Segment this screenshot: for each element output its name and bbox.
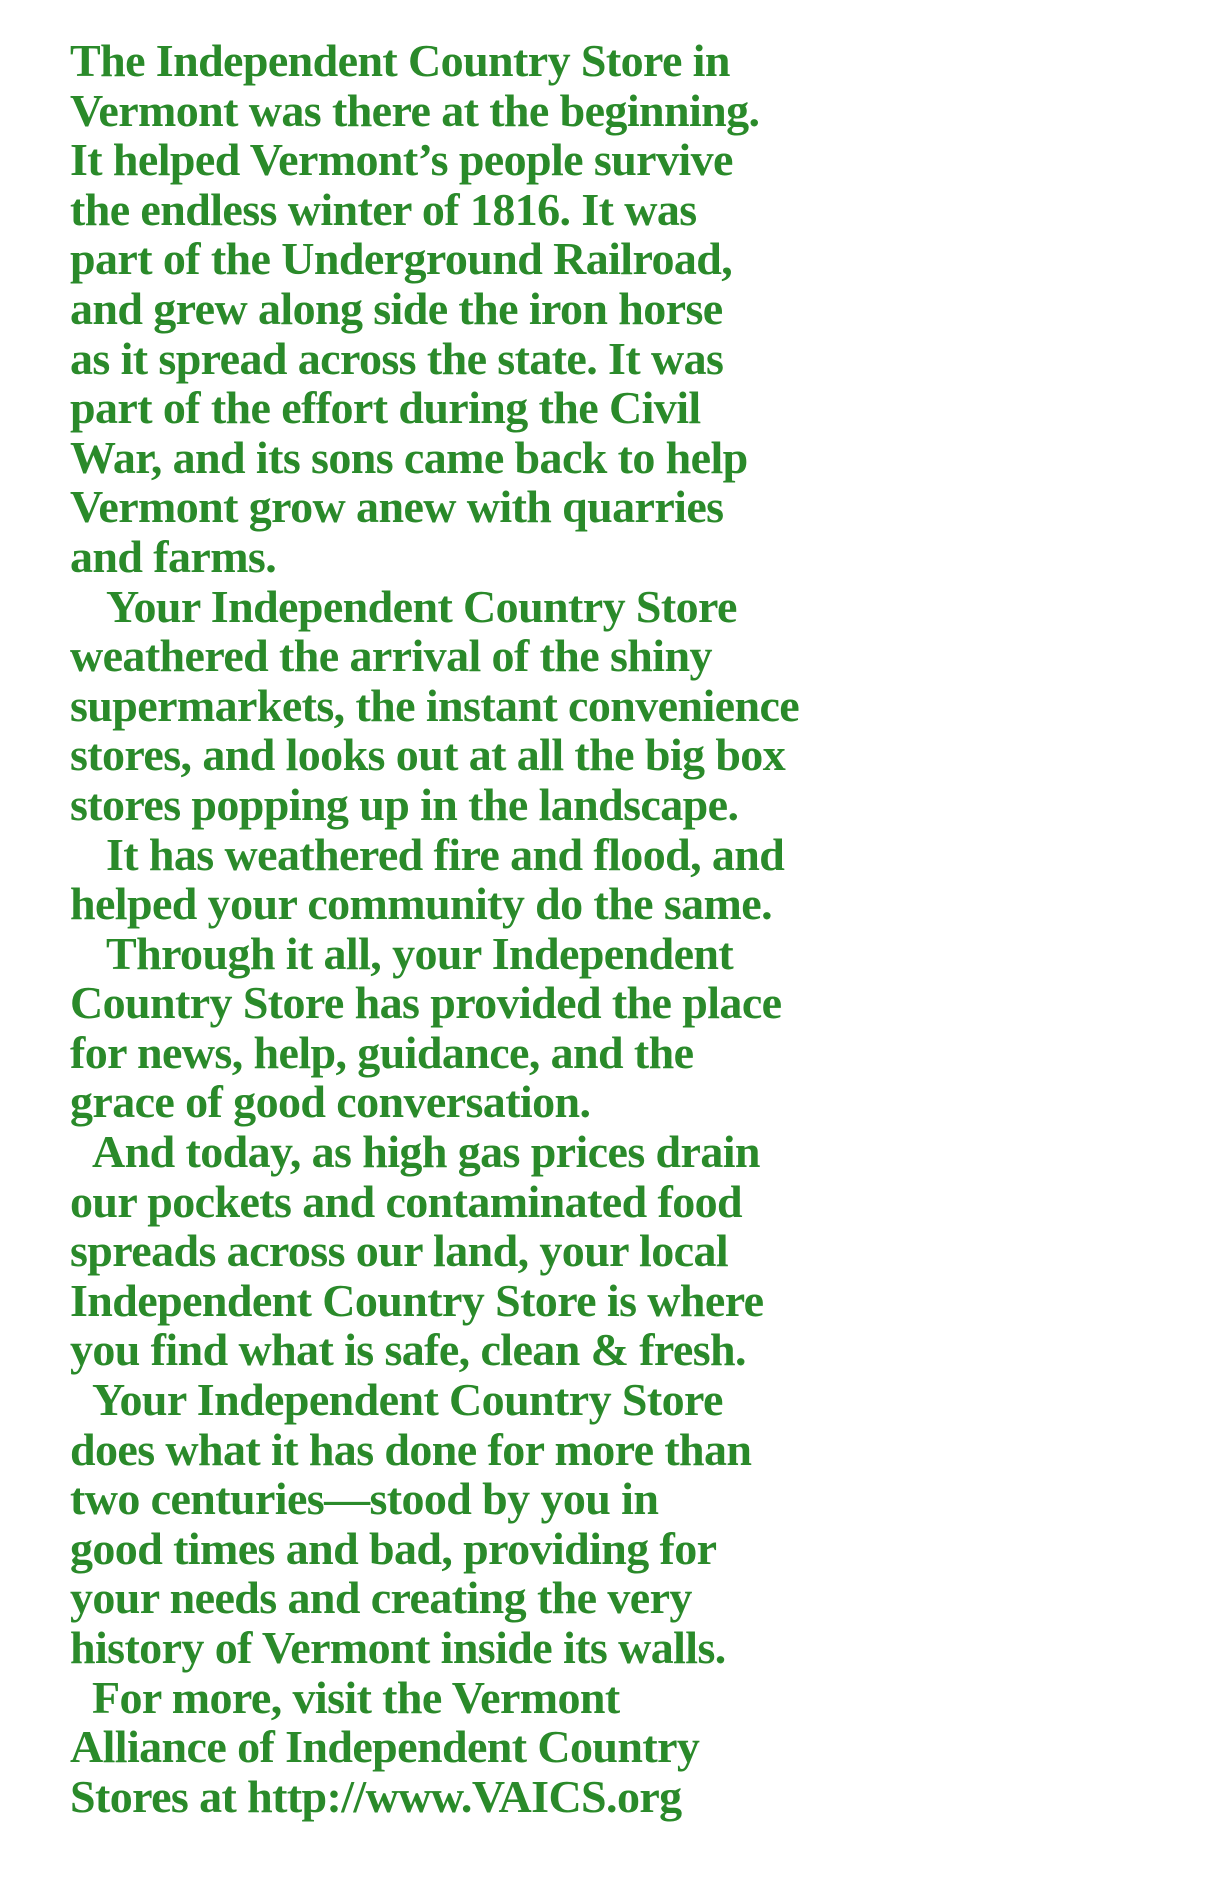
text-line: Vermont grow anew with quarries [70, 481, 724, 533]
text-line: Your Independent Country Store [92, 1374, 723, 1426]
text-line: does what it has done for more than [70, 1423, 752, 1475]
text-line: Alliance of Independent Country [70, 1721, 700, 1773]
text-line: The Independent Country Store in [70, 35, 730, 86]
paragraph-7 [70, 1673, 790, 1822]
text-line: part of the Underground Railroad, [70, 233, 733, 285]
text-line: Vermont was there at the beginning. [70, 84, 760, 136]
text-line: And today, as high gas prices drain [92, 1126, 760, 1178]
text-line: our pockets and contaminated food [70, 1175, 742, 1227]
text-line: Your Independent Country Store [106, 580, 737, 632]
text-line: War, and its sons came back to help [70, 431, 748, 483]
text-line: and grew along side the iron horse [70, 282, 723, 334]
text-line: Independent Country Store is where [70, 1274, 764, 1326]
article-body [70, 35, 800, 1822]
text-line: Through it all, your Independent [106, 927, 734, 979]
text-line: part of the effort during the Civil [70, 382, 701, 434]
paragraph-2 [70, 580, 800, 830]
paragraph-5 [70, 1127, 790, 1375]
text-line: good times and bad, providing for [70, 1522, 717, 1574]
text-line: history of Vermont inside its walls. [70, 1622, 726, 1673]
paragraph-4 [70, 929, 790, 1127]
text-line: you find what is safe, clean & fresh. [70, 1324, 746, 1376]
paragraph-1 [70, 36, 790, 582]
text-line: It has weathered fire and flood, and [106, 828, 785, 880]
text-line: the endless winter of 1816. It was [70, 183, 697, 235]
text-line: helped your community do the same. [70, 878, 772, 930]
text-line: stores popping up in the landscape. [70, 778, 739, 830]
text-line: It helped Vermont’s people survive [70, 134, 733, 186]
text-line: as it spread across the state. It was [70, 332, 724, 384]
paragraph-3 [70, 830, 790, 929]
text-line: stores, and looks out at all the big box [70, 729, 786, 781]
text-line: spreads across our land, your local [70, 1225, 729, 1277]
text-line: weathered the arrival of the shiny [70, 630, 712, 682]
text-line: For more, visit the Vermont [92, 1671, 620, 1723]
text-line: for news, help, guidance, and the [70, 1026, 694, 1078]
website-line: Stores at http://www.VAICS.org [70, 1770, 682, 1822]
paragraph-6 [70, 1375, 790, 1673]
text-line: and farms. [70, 530, 277, 582]
text-line: your needs and creating the very [70, 1572, 692, 1624]
text-line: two centuries—stood by you in [70, 1473, 659, 1525]
text-line: grace of good conversation. [70, 1076, 591, 1128]
text-line: supermarkets, the instant convenience [70, 679, 800, 731]
text-line: Country Store has provided the place [70, 977, 782, 1029]
